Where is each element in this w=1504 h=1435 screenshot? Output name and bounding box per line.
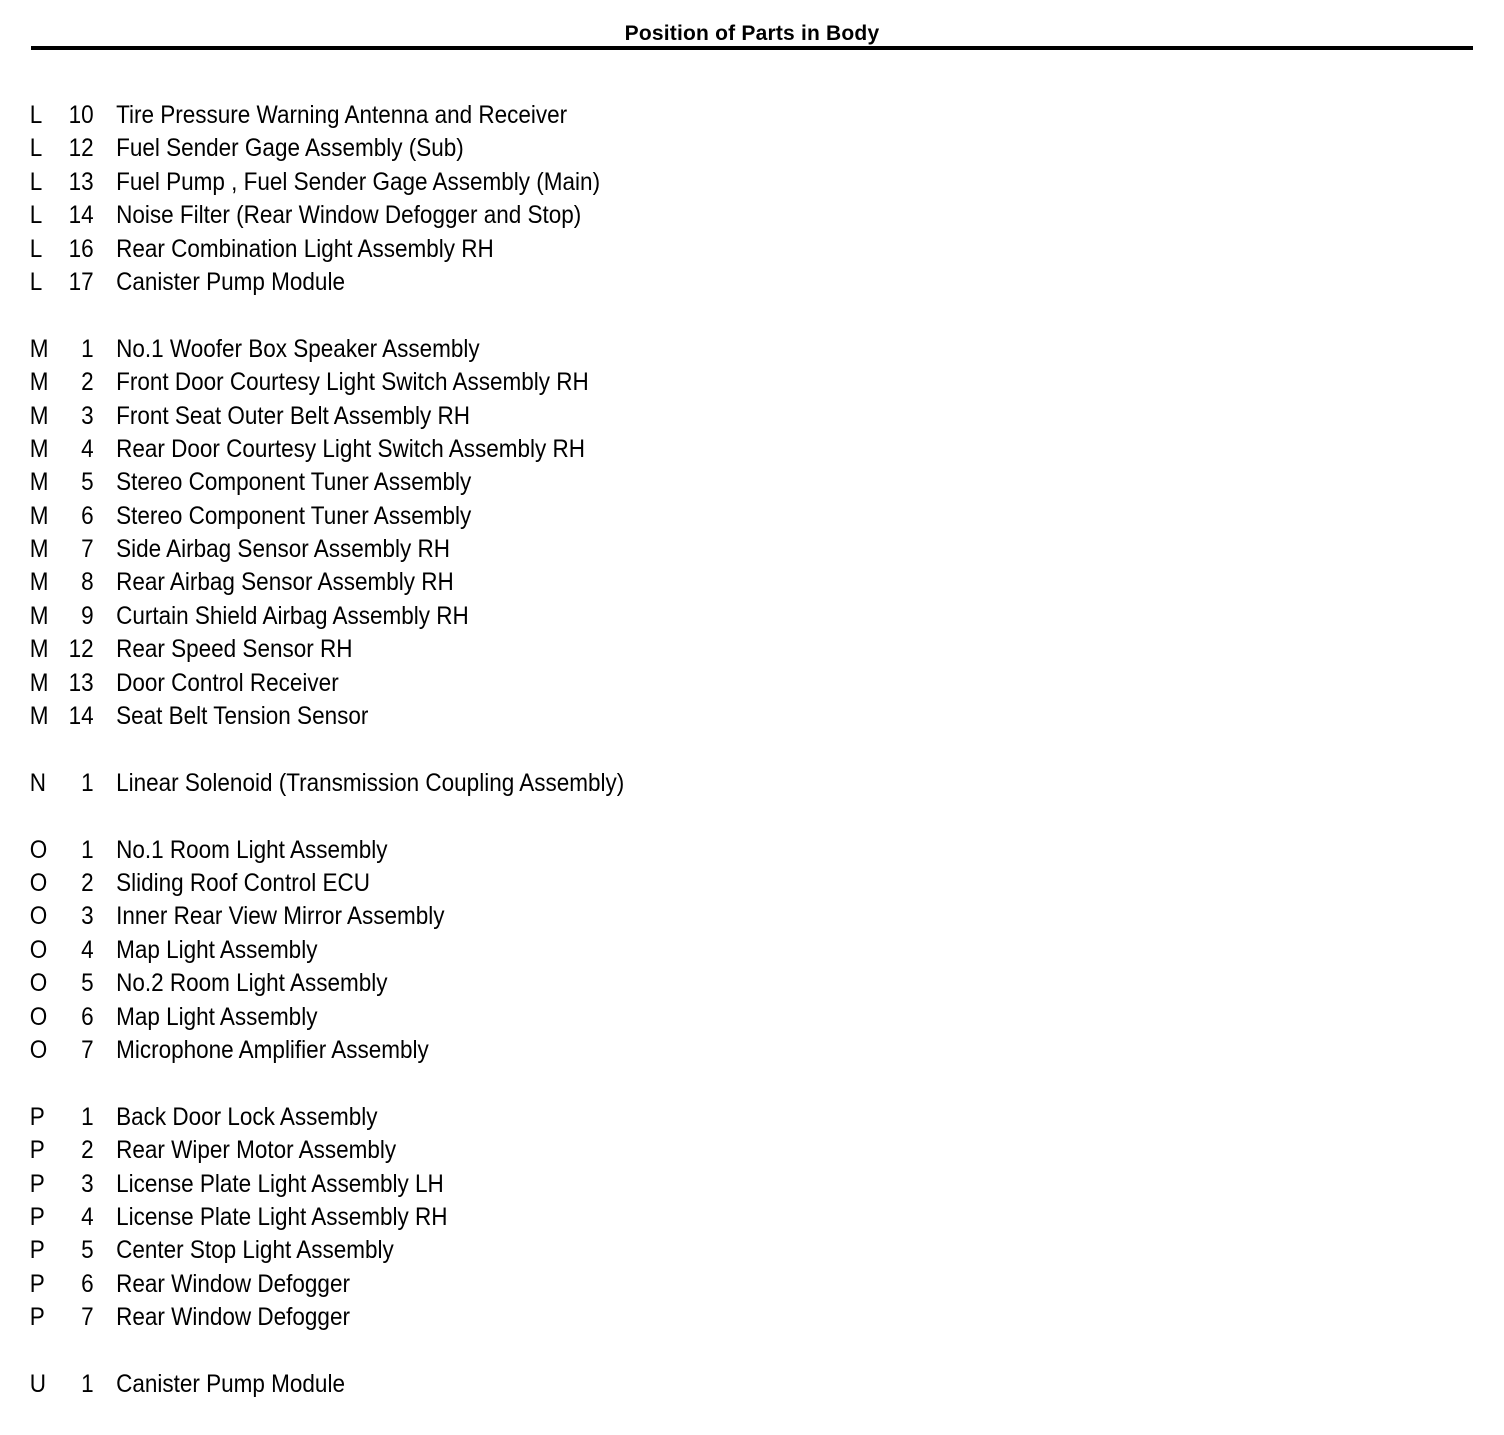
part-row [0,1234,1354,1267]
part-letter: M [29,568,49,597]
part-number: 1 [81,835,94,864]
part-description: Sliding Roof Control ECU [116,868,370,897]
part-number: 7 [81,1035,94,1064]
parts-group-p [0,1101,1504,1335]
part-number: 3 [81,1169,94,1198]
part-description: Stereo Component Tuner Assembly [116,501,472,530]
part-number: 6 [81,501,94,530]
part-description: Canister Pump Module [116,267,345,296]
part-row [0,1168,1354,1201]
part-letter: O [29,1002,48,1031]
part-row [0,199,1354,232]
part-description: Rear Airbag Sensor Assembly RH [116,568,454,597]
part-letter: M [29,501,49,530]
part-row [0,1368,1354,1401]
part-row [0,1301,1354,1334]
part-description: Rear Window Defogger [116,1269,350,1298]
part-letter: P [29,1169,45,1198]
parts-group-u [0,1368,1504,1401]
part-number: 14 [68,201,94,230]
part-letter: M [29,368,49,397]
part-row [0,400,1354,433]
part-description: Tire Pressure Warning Antenna and Receiver [116,101,568,129]
part-letter: L [29,167,43,196]
part-description: Noise Filter (Rear Window Defogger and Stop) [116,201,582,230]
part-letter: M [29,334,49,363]
parts-group-m [0,333,1504,734]
page-title: Position of Parts in Body [624,22,880,45]
part-description: Fuel Sender Gage Assembly (Sub) [116,134,464,163]
part-row [0,99,1354,132]
part-number: 9 [81,601,94,630]
part-number: 16 [68,234,94,263]
part-number: 10 [68,101,94,129]
part-description: Front Door Courtesy Light Switch Assembly RH [116,368,589,397]
part-row [0,466,1354,499]
part-row [0,834,1354,867]
part-number: 12 [68,635,94,664]
part-number: 2 [81,368,94,397]
part-description: Fuel Pump , Fuel Sender Gage Assembly (Main) [116,167,601,196]
part-row [0,1101,1354,1134]
part-row [0,1268,1354,1301]
part-description: Linear Solenoid (Transmission Coupling Assembly) [116,768,625,797]
part-letter: L [29,234,43,263]
part-letter: O [29,868,48,897]
part-letter: M [29,401,49,430]
parts-group-o [0,834,1504,1068]
part-row [0,633,1354,666]
part-number: 7 [81,535,94,564]
part-number: 12 [68,134,94,163]
part-letter: N [29,768,46,797]
part-row [0,366,1354,399]
part-row [0,533,1354,566]
part-row [0,333,1354,366]
part-letter: L [29,201,43,230]
part-number: 7 [81,1303,94,1332]
part-description: Stereo Component Tuner Assembly [116,468,472,497]
parts-list [0,99,1504,1435]
part-number: 1 [81,1102,94,1131]
part-description: Seat Belt Tension Sensor [116,702,369,731]
parts-group-l [0,99,1504,299]
part-description: Front Seat Outer Belt Assembly RH [116,401,470,430]
part-letter: P [29,1102,45,1131]
parts-group-n [0,767,1504,800]
part-letter: O [29,1035,48,1064]
part-description: Rear Door Courtesy Light Switch Assembly RH [116,434,586,463]
part-letter: M [29,468,49,497]
part-letter: P [29,1136,45,1165]
part-number: 1 [81,334,94,363]
part-description: Center Stop Light Assembly [116,1236,394,1265]
part-row [0,1134,1354,1167]
part-letter: L [29,267,43,296]
part-description: Inner Rear View Mirror Assembly [116,902,445,931]
part-row [0,900,1354,933]
part-description: Side Airbag Sensor Assembly RH [116,535,451,564]
part-number: 5 [81,969,94,998]
part-number: 4 [81,1202,94,1231]
part-number: 13 [68,668,94,697]
part-number: 8 [81,568,94,597]
part-description: No.2 Room Light Assembly [116,969,388,998]
part-letter: P [29,1303,45,1332]
part-number: 2 [81,868,94,897]
part-letter: O [29,935,48,964]
part-row [0,667,1354,700]
part-letter: U [29,1369,46,1398]
part-row [0,132,1354,165]
part-description: Map Light Assembly [116,1002,318,1031]
part-row [0,266,1354,299]
part-row [0,233,1354,266]
part-letter: P [29,1269,45,1298]
part-description: Door Control Receiver [116,668,339,697]
part-row [0,166,1354,199]
part-letter: M [29,601,49,630]
part-description: Rear Wiper Motor Assembly [116,1136,397,1165]
part-number: 6 [81,1269,94,1298]
part-row [0,934,1354,967]
part-description: Curtain Shield Airbag Assembly RH [116,601,469,630]
part-row [0,566,1354,599]
part-letter: O [29,835,48,864]
part-letter: M [29,635,49,664]
part-row [0,1001,1354,1034]
part-number: 1 [81,768,94,797]
part-number: 5 [81,1236,94,1265]
part-description: No.1 Room Light Assembly [116,835,388,864]
part-number: 4 [81,935,94,964]
part-row [0,767,1354,800]
part-number: 4 [81,434,94,463]
part-number: 5 [81,468,94,497]
part-row [0,1034,1354,1067]
part-description: Microphone Amplifier Assembly [116,1035,429,1064]
part-number: 3 [81,902,94,931]
part-description: Map Light Assembly [116,935,318,964]
part-description: License Plate Light Assembly LH [116,1169,444,1198]
part-description: Canister Pump Module [116,1369,345,1398]
part-row [0,600,1354,633]
part-description: License Plate Light Assembly RH [116,1202,448,1231]
part-description: Rear Window Defogger [116,1303,350,1332]
part-number: 6 [81,1002,94,1031]
part-description: Back Door Lock Assembly [116,1102,378,1131]
part-letter: P [29,1236,45,1265]
part-row [0,700,1354,733]
part-letter: M [29,668,49,697]
part-row [0,500,1354,533]
title-divider [31,46,1473,50]
part-letter: M [29,702,49,731]
part-number: 2 [81,1136,94,1165]
part-letter: P [29,1202,45,1231]
part-row [0,1201,1354,1234]
part-letter: M [29,535,49,564]
part-number: 13 [68,167,94,196]
part-letter: M [29,434,49,463]
part-row [0,967,1354,1000]
part-letter: O [29,902,48,931]
part-letter: O [29,969,48,998]
part-letter: L [29,134,43,163]
part-description: Rear Speed Sensor RH [116,635,353,664]
part-number: 1 [81,1369,94,1398]
part-number: 3 [81,401,94,430]
part-number: 17 [68,267,94,296]
part-description: Rear Combination Light Assembly RH [116,234,494,263]
part-row [0,433,1354,466]
part-letter: L [29,101,43,129]
part-description: No.1 Woofer Box Speaker Assembly [116,334,480,363]
part-row [0,867,1354,900]
part-number: 14 [68,702,94,731]
